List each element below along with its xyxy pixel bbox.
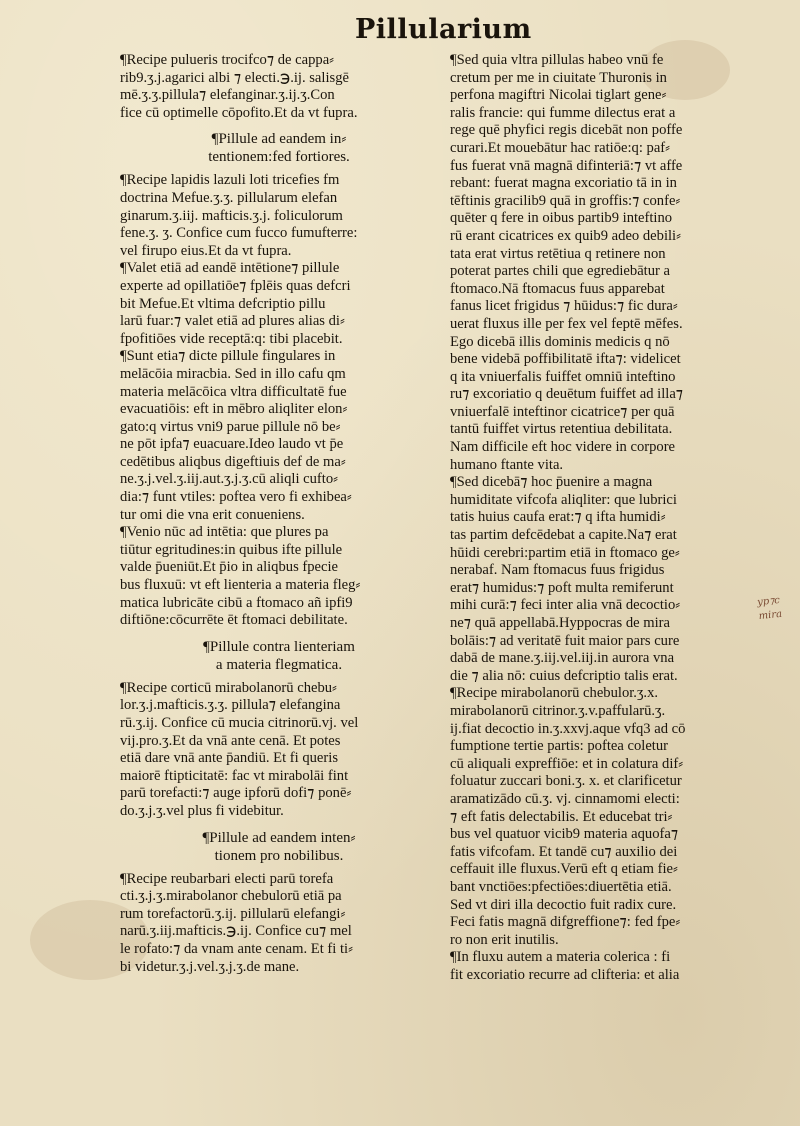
paragraph: ¶Recipe mirabolanorū chebulor.ʒ.x. mirabolanorū citrinor.ʒ.v.paffularū.ʒ. ij.fiat decoctio in.ʒ.xxvj.aque vfq3 ad cō fumptione tertie partis: poftea coletur cū aliquali expreffiōe: et in colatura dif⸗ foluatur zuccari boni.ʒ. x. et clarificetur aramatizādo cū.ʒ. vj. cinnamomi electi: ⁊ eft fatis delectabilis. Et educebat tri⸗ bus vel quatuor vicib9 materia aquofa⁊ fatis vifcofam. Et tandē cu⁊ auxilio dei ceffauit ille fluxus.Verū eft q etiam fie⸗ bant vnctiōes:pfectiōes:diuertētia etiā. Sed vt diri illa decoctio fuit radix cure. Feci fatis magnā difgreffione⁊: fed fpe⸗ ro non erit inutilis.	[450, 685, 686, 948]
right-column	[450, 52, 778, 984]
section-heading: ¶Pillule ad eandem in⸗ tentionem:fed fortiores.	[208, 131, 350, 166]
paragraph: ¶Recipe corticū mirabolanorū chebu⸗ lor.ʒ.j.mafticis.ʒ.ʒ. pillula⁊ elefangina rū.ʒ.ij. Confice cū mucia citrinorū.vj. vel vij.pro.ʒ.Et da vnā ante cenā. Et potes etiā dare vnā ante p̄andiū. Et fi queris maiorē ftipticitatē: fac vt mirabolāi fint parū torefacti:⁊ auge ipforū dofi⁊ ponē⸗ do.ʒ.j.ʒ.vel plus fi videbitur.	[120, 679, 359, 819]
paragraph: ¶Recipe lapidis lazuli loti tricefies fm doctrina Mefue.ʒ.ʒ. pillularum elefan ginarum.ʒ.iij. mafticis.ʒ.j. foliculorum fene.ʒ. ʒ. Confice cum fucco fumufterre: vel firupo eius.Et da vt fupra.	[120, 172, 358, 259]
paragraph: ¶Sed dicebā⁊ hoc p̄uenire a magna humiditate vifcofa aliqliter: que lubrici tatis huius caufa erat:⁊ q ifta humidi⸗ tas partim defcēdebat a capite.Na⁊ erat hūidi cerebri:partim etiā in ftomaco ge⸗ nerabaf. Nam ftomacus fuus frigidus erat⁊ humidus:⁊ poft multa remiferunt mihi curā:⁊ feci inter alia vnā decoctio⸗ ne⁊ quā appellabā.Hyppocras de mira bolāis:⁊ ad veritatē fuit maior pars cure dabā de mane.ʒ.iij.vel.iij.in aurora vna die ⁊ alia nō: cuius defcriptio talis erat.	[450, 474, 681, 684]
paragraph: ¶Recipe reubarbari electi parū torefa cti.ʒ.j.ʒ.mirabolanor chebulorū etiā pa rum torefactorū.ʒ.ij. pillularū elefangi⸗ narū.ʒ.iij.mafticis.℈.ij. Confice cu⁊ mel le rofato:⁊ da vnam ante cenam. Et fi ti⸗ bi videtur.ʒ.j.vel.ʒ.j.ʒ.de mane.	[120, 870, 353, 975]
section-heading: ¶Pillule contra lienteriam a materia flegmatica.	[203, 638, 355, 673]
paragraph: ¶Recipe pulueris trocifco⁊ de cappa⸗ rib9.ʒ.j.agarici albi ⁊ electi.℈.ij. salisgē mē.ʒ.ʒ.pillula⁊ elefanginar.ʒ.ij.ʒ.Con fice cū optimelle cōpofito.Et da vt fupra.	[120, 52, 358, 121]
paragraph: ¶Sunt etia⁊ dicte pillule fingulares in melācōia miracbia. Sed in illo cafu qm materia melācōica vltra difficultatē fue evacuatiōis: eft in mēbro aliqliter elon⸗ gato:q virtus vni9 parue pillule nō be⸗ ne pōt ipfa⁊ euacuare.Ideo laudo vt p̄e cedētibus aliqbus digeftiuis def de ma⸗ ne.ʒ.j.vel.ʒ.iij.aut.ʒ.j.ʒ.cū aliqli cufto⸗ dia:⁊ funt vtiles: poftea vero fi exhibea⸗ tur omi die vna erit conueniens.	[120, 348, 352, 523]
left-column	[120, 52, 438, 976]
paragraph: ¶Venio nūc ad intētia: que plures pa tiūtur egritudines:in quibus ifte pillule valde p̄ueniūt.Et p̄io in aliqbus fpecie bus fluxuū: vt eft lienteria a materia fleg⸗ matica lubricāte cibū a ftomaco añ ipfi9 diftiōne:cōcurrēte ēt ftomaci debilitate.	[120, 524, 361, 629]
running-title: Pillularium	[355, 14, 532, 45]
section-heading: ¶Pillule ad eandem inten⸗ tionem pro nobilibus.	[202, 829, 356, 864]
paragraph: ¶In fluxu autem a materia colerica : fi fit excoriatio recurre ad clifteria: et alia	[450, 949, 680, 983]
paragraph: ¶Sed quia vltra pillulas habeo vnū fe cretum per me in ciuitate Thuronis in perfona magiftri Nicolai tiglart gene⸗ ralis francie: qui fumme dilectus erat a rege quē phyfici regis dicebāt non poffe curari.Et mouebātur hac ratiōe:q: paf⸗ fus fuerat vnā magnā difinteriā:⁊ vt affe rebant: fuerat magna excoriatio tā in in tēftinis gracilib9 quā in groffis:⁊ confe⸗ quēter q fere in oibus partib9 inteftino rū erant cicatrices ex quib9 adeo debili⸗ tata erat virtus retētiua q retinere non poterat partes chili que egrediebātur a ftomaco.Nā ftomacus fuus apparebat fanus licet frigidus ⁊ hūidus:⁊ fic dura⸗ uerat fluxus ille per fex vel feptē mēfes. Ego dicebā illis dominis medicis q nō bene videbā poffibilitatē ifta⁊: videlicet q ita vniuerfalis fuiffet omniū inteftino ru⁊ excoriatio q deuētum fuiffet ad illa⁊ vniuerfalē inteftinor cicatrice⁊ per quā tantū fuiffet virtus retentiua debilitata. Nam difficile eft hoc videre in corpore humano ftante vita.	[450, 52, 684, 473]
paragraph: ¶Valet etiā ad eandē intētione⁊ pillule experte ad opillatiōe⁊ fplēis quas defcri bit Mefue.Et vltima defcriptio pillu larū fuar:⁊ valet etiā ad plures alias di⸗ fpofitiōes vide receptā:q: tibi placebit.	[120, 260, 351, 347]
handwritten-marginal-note: yp⁊c mira	[756, 594, 783, 623]
